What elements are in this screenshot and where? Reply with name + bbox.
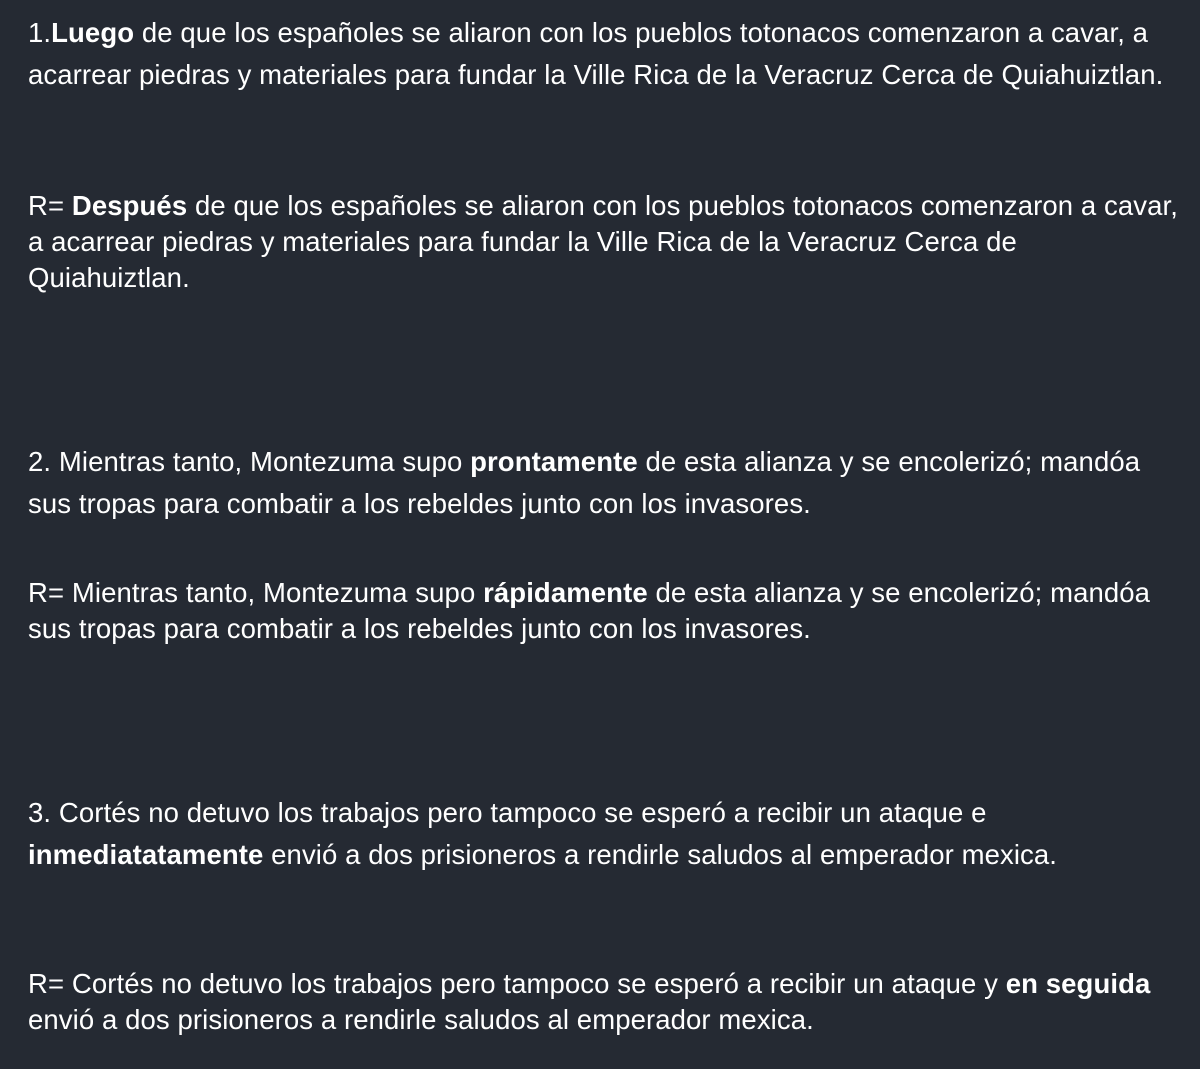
question-1 bbox=[28, 12, 1178, 96]
answer-2 bbox=[28, 575, 1178, 647]
answer-1-prefix: R= bbox=[28, 190, 72, 221]
answer-2-highlight: rápidamente bbox=[483, 577, 648, 608]
question-2-highlight: prontamente bbox=[470, 446, 638, 477]
answer-1 bbox=[28, 188, 1178, 296]
question-2 bbox=[28, 441, 1178, 525]
question-3 bbox=[28, 792, 1178, 876]
answer-3-prefix: R= Cortés no detuvo los trabajos pero tampoco se esperó a recibir un ataque y bbox=[28, 968, 1006, 999]
question-3-prefix: 3. Cortés no detuvo los trabajos pero tampoco se esperó a recibir un ataque e bbox=[28, 797, 987, 828]
answer-3-highlight: en seguida bbox=[1005, 968, 1151, 999]
question-3-highlight: inmediatatamente bbox=[28, 839, 264, 870]
answer-3-text: envió a dos prisioneros a rendirle saludos al emperador mexica. bbox=[28, 1004, 814, 1035]
question-2-prefix: 2. Mientras tanto, Montezuma supo bbox=[28, 446, 471, 477]
answer-3 bbox=[28, 966, 1178, 1038]
question-3-text: envió a dos prisioneros a rendirle saludos al emperador mexica. bbox=[263, 839, 1058, 870]
answer-2-prefix: R= Mientras tanto, Montezuma supo bbox=[28, 577, 484, 608]
question-1-prefix: 1. bbox=[28, 17, 52, 48]
answer-1-text: de que los españoles se aliaron con los pueblos totonacos comenzaron a cavar, a acarrear piedras y materiales para fundar la Ville Rica de la Veracruz Cerca de Quiahuiztlan. bbox=[28, 190, 1179, 293]
answer-1-highlight: Después bbox=[71, 190, 188, 221]
question-1-highlight: Luego bbox=[51, 17, 135, 48]
question-1-text: de que los españoles se aliaron con los pueblos totonacos comenzaron a cavar, a acarrear piedras y materiales para fundar la Ville Rica de la Veracruz Cerca de Quiahuiztlan. bbox=[28, 17, 1164, 90]
question-2-text: de esta alianza y se encolerizó; mandóa sus tropas para combatir a los rebeldes junto con los invasores. bbox=[28, 446, 1141, 519]
answer-2-text: de esta alianza y se encolerizó; mandóa sus tropas para combatir a los rebeldes junto con los invasores. bbox=[28, 577, 1151, 644]
